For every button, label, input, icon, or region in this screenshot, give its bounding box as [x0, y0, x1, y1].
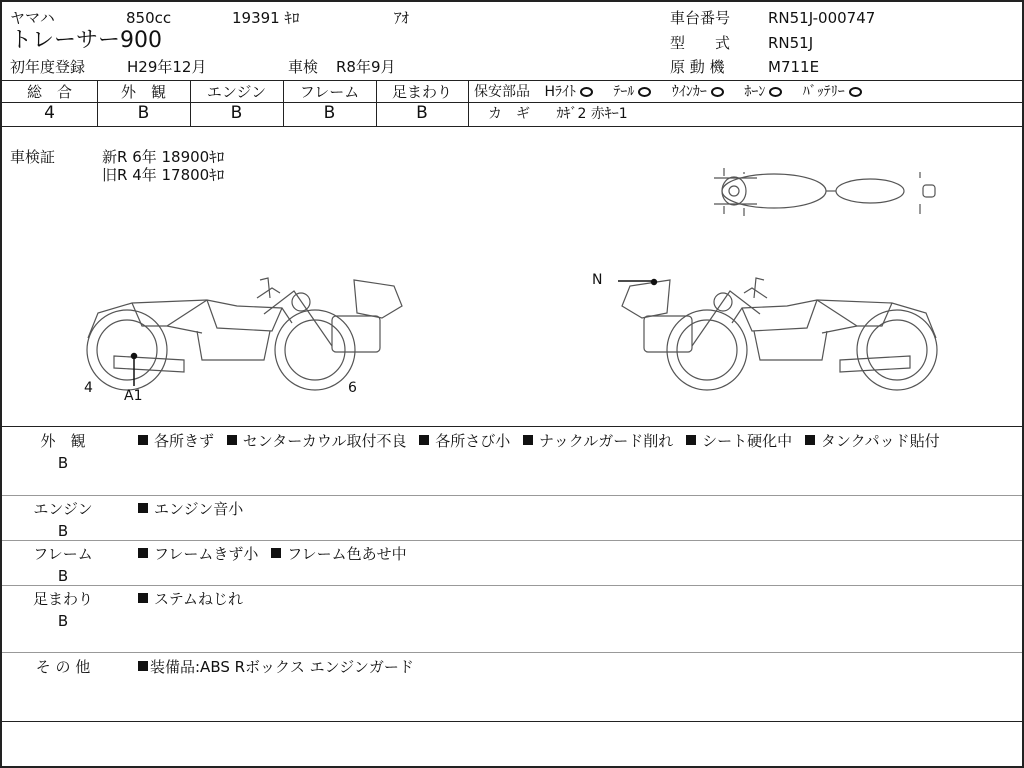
keys-value: ｶｷﾞ2 赤ｷｰ1: [556, 106, 628, 122]
mark-a1-dot: [132, 354, 137, 359]
taillight-ok-icon: [638, 87, 651, 97]
bullet-icon: [271, 548, 281, 558]
detail-exterior-title: 外 観: [40, 432, 86, 450]
grade-bottom-line: [2, 126, 1022, 127]
bullet-icon: [138, 661, 148, 671]
detail-item: シート硬化中: [702, 432, 793, 450]
mark-n-dot: [652, 280, 657, 285]
motorcycle-diagrams: [2, 128, 1022, 426]
headlight-ok-icon: [580, 87, 593, 97]
bullet-icon: [805, 435, 815, 445]
grade-divider: [468, 80, 469, 126]
grade-suspension-value: B: [416, 103, 428, 123]
detail-item: 装備品:ABS Rボックス エンジンガード: [150, 658, 414, 676]
details-top-line: [2, 426, 1022, 427]
mark-left-front: 4: [84, 380, 93, 396]
grade-engine-label: エンジン: [206, 83, 267, 101]
taillight-label: ﾃｰﾙ: [613, 84, 635, 100]
grade-overall-value: 4: [44, 103, 55, 123]
grade-suspension-label: 足まわり: [391, 83, 452, 101]
model-name: トレーサー900: [10, 28, 162, 53]
inspection-cert-new: 新R 6年 18900ｷﾛ: [102, 148, 225, 166]
safety-parts-row: [474, 82, 862, 102]
detail-exterior-text: [138, 430, 1008, 452]
safety-parts-label: 保安部品: [474, 84, 530, 100]
inspection-value: R8年9月: [336, 58, 396, 76]
bullet-icon: [138, 548, 148, 558]
maker: ヤマハ: [10, 9, 55, 27]
detail-item: 各所さび小: [435, 432, 511, 450]
winker-ok-icon: [711, 87, 724, 97]
first-registration-label: 初年度登録: [10, 58, 86, 76]
mark-right-top: N: [592, 272, 603, 288]
details-divider: [2, 495, 1022, 496]
bullet-icon: [138, 593, 148, 603]
grade-top-line: [2, 80, 1022, 81]
grade-frame-label: フレーム: [299, 83, 360, 101]
bullet-icon: [419, 435, 429, 445]
grade-engine-value: B: [230, 103, 243, 123]
headlight-label: Hﾗｲﾄ: [544, 84, 576, 100]
detail-engine-label: [8, 498, 118, 542]
displacement: 850cc: [126, 9, 172, 27]
detail-other-title: そ の 他: [35, 658, 91, 676]
detail-other-text: [138, 656, 1008, 678]
detail-exterior-grade: B: [57, 454, 69, 472]
color: ｱｵ: [394, 9, 410, 27]
detail-engine-title: エンジン: [33, 500, 93, 518]
detail-suspension-grade: B: [57, 612, 69, 630]
details-divider: [2, 540, 1022, 541]
detail-suspension-label: [8, 588, 118, 632]
detail-exterior-label: [8, 430, 118, 474]
mileage: 19391 ｷﾛ: [232, 9, 300, 27]
detail-frame-text: [138, 543, 1008, 565]
detail-item: タンクパッド貼付: [820, 432, 940, 450]
grade-exterior-value: B: [137, 103, 150, 123]
type-label: 型 式: [670, 34, 731, 52]
engine-label: 原 動 機: [670, 58, 725, 76]
detail-frame-grade: B: [57, 567, 69, 585]
inspection-cert-old: 旧R 4年 17800ｷﾛ: [102, 166, 225, 184]
mark-left-mid: A1: [124, 388, 143, 404]
winker-label: ｳｲﾝｶｰ: [671, 84, 707, 100]
frame-no: RN51J-000747: [768, 9, 876, 27]
grade-frame-value: B: [323, 103, 336, 123]
parts-mid-line: [468, 102, 1022, 103]
details-divider: [2, 585, 1022, 586]
keys-row: [488, 104, 628, 124]
grade-exterior-label: 外 観: [120, 83, 166, 101]
detail-frame-title: フレーム: [33, 545, 93, 563]
inspection-label: 車検: [288, 58, 319, 76]
details-bottom-line: [2, 721, 1022, 722]
motorcycle-right-view: [622, 278, 937, 390]
bullet-icon: [138, 503, 148, 513]
first-registration-value: H29年12月: [127, 58, 207, 76]
bullet-icon: [227, 435, 237, 445]
detail-item: センターカウル取付不良: [242, 432, 407, 450]
battery-ok-icon: [849, 87, 862, 97]
mark-left-rear: 6: [348, 380, 357, 396]
keys-label: カ ギ: [488, 106, 530, 122]
inspection-cert-label: 車検証: [10, 148, 56, 166]
detail-engine-text: [138, 498, 1008, 520]
detail-item: 各所きず: [154, 432, 215, 450]
detail-item: ステムねじれ: [154, 590, 243, 608]
detail-other-label: [8, 656, 118, 678]
details-divider: [2, 652, 1022, 653]
grade-overall-label: 総 合: [26, 83, 72, 101]
detail-frame-label: [8, 543, 118, 587]
horn-label: ﾎｰﾝ: [744, 84, 766, 100]
horn-ok-icon: [769, 87, 782, 97]
motorcycle-top-view: [714, 168, 935, 216]
bullet-icon: [686, 435, 696, 445]
battery-label: ﾊﾞｯﾃﾘｰ: [802, 84, 845, 100]
type-value: RN51J: [768, 34, 814, 52]
detail-item: ナックルガード削れ: [539, 432, 674, 450]
detail-suspension-text: [138, 588, 1008, 610]
detail-item: フレームきず小: [154, 545, 259, 563]
engine-value: M711E: [768, 58, 820, 76]
bullet-icon: [523, 435, 533, 445]
detail-item: フレーム色あせ中: [287, 545, 407, 563]
frame-no-label: 車台番号: [670, 9, 731, 27]
detail-engine-grade: B: [57, 522, 69, 540]
detail-item: エンジン音小: [154, 500, 244, 518]
bullet-icon: [138, 435, 148, 445]
detail-suspension-title: 足まわり: [32, 590, 93, 608]
